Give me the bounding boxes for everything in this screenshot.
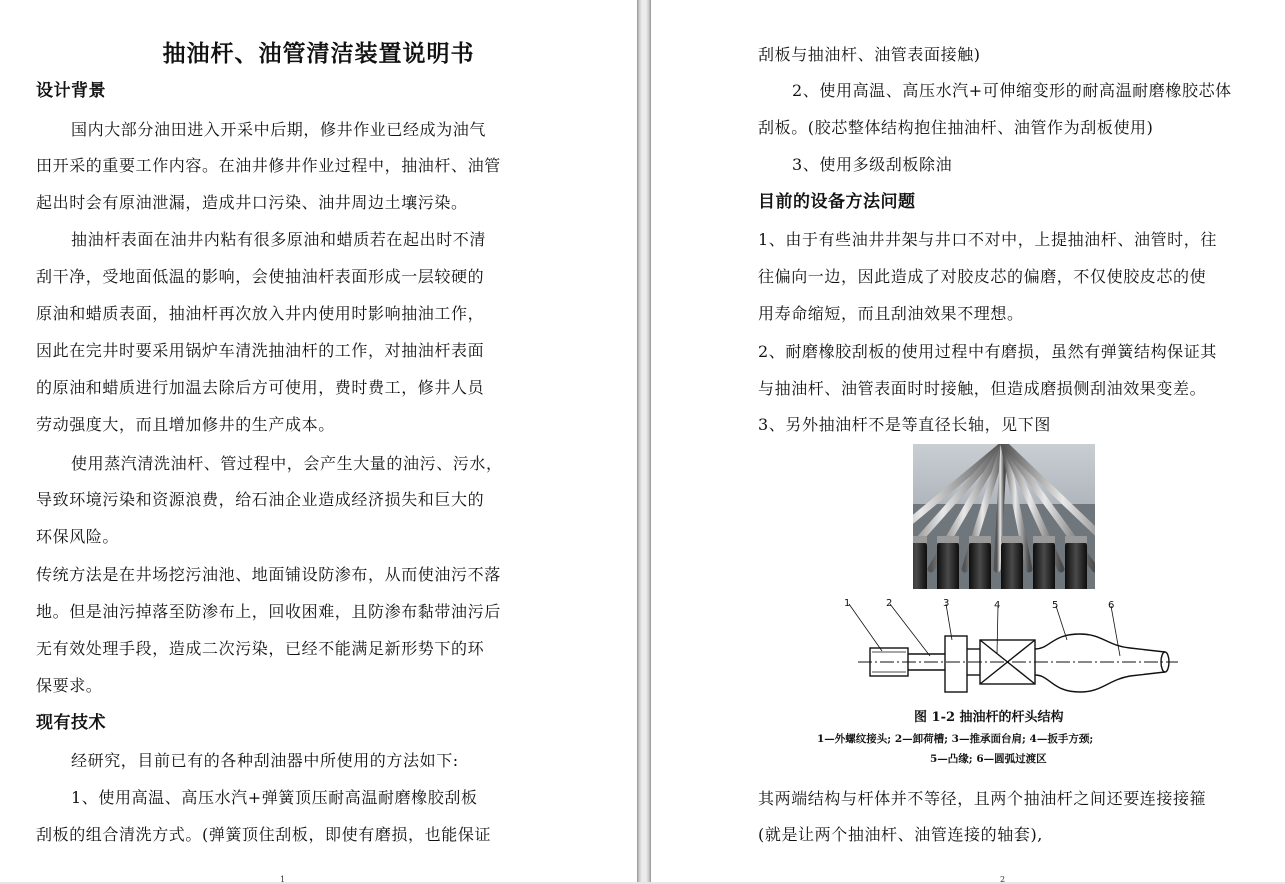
figure-caption: 图 1-2 抽油杆的杆头结构: [914, 710, 1064, 725]
paragraph-line: 3、另外抽油杆不是等直径长轴，见下图: [758, 415, 1051, 434]
paragraph-line: 1、使用高温、高压水汽+弹簧顶压耐高温耐磨橡胶刮板: [71, 788, 478, 807]
paragraph-line: 国内大部分油田进入开采中后期，修井作业已经成为油气: [71, 120, 487, 139]
diagram-label-3: 3: [943, 598, 950, 609]
diagram-label-2: 2: [886, 598, 893, 609]
paragraph-line: 地。但是油污掉落至防渗布上，回收困难，且防渗布黏带油污后: [36, 602, 501, 621]
document-title: 抽油杆、油管清洁装置说明书: [162, 40, 475, 67]
page-number: 2: [1000, 875, 1006, 884]
section-heading-existing-tech: 现有技术: [36, 713, 106, 733]
paragraph-line: 2、耐磨橡胶刮板的使用过程中有磨损，虽然有弹簧结构保证其: [758, 342, 1217, 361]
paragraph-line: 原油和蜡质表面，抽油杆再次放入井内使用时影响抽油工作，: [36, 304, 485, 323]
rod-head-structure-diagram: [840, 596, 1190, 702]
section-heading-background: 设计背景: [36, 81, 106, 101]
paragraph-line: 3、使用多级刮板除油: [792, 155, 953, 174]
paragraph-line: 其两端结构与杆体并不等径，且两个抽油杆之间还要连接接箍: [758, 789, 1207, 808]
paragraph-line: 起出时会有原油泄漏，造成井口污染、油井周边土壤污染。: [36, 193, 468, 212]
diagram-label-1: 1: [844, 598, 851, 609]
paragraph-line: 导致环境污染和资源浪费，给石油企业造成经济损失和巨大的: [36, 490, 485, 509]
paragraph-line: 刮板。(胶芯整体结构抱住抽油杆、油管作为刮板使用): [758, 118, 1154, 137]
sucker-rods-photo: [913, 444, 1095, 589]
paragraph-line: 保要求。: [36, 676, 103, 695]
page-number: 1: [280, 875, 286, 884]
paragraph-line: 用寿命缩短，而且刮油效果不理想。: [758, 304, 1024, 323]
paragraph-line: 无有效处理手段，造成二次污染，已经不能满足新形势下的环: [36, 639, 485, 658]
section-heading-problems: 目前的设备方法问题: [758, 192, 916, 212]
paragraph-line: 劳动强度大，而且增加修井的生产成本。: [36, 415, 335, 434]
paragraph-line: 使用蒸汽清洗油杆、管过程中，会产生大量的油污、污水，: [71, 454, 503, 473]
diagram-label-5: 5: [1052, 600, 1059, 611]
paragraph-line: 刮干净，受地面低温的影响，会使抽油杆表面形成一层较硬的: [36, 267, 485, 286]
paragraph-line: 刮板与抽油杆、油管表面接触): [758, 45, 981, 64]
paragraph-line: 因此在完井时要采用锅炉车清洗抽油杆的工作，对抽油杆表面: [36, 341, 485, 360]
paragraph-line: (就是让两个抽油杆、油管连接的轴套),: [758, 825, 1043, 844]
figure-legend-line: 1—外螺纹接头; 2—卸荷槽; 3—推承面台肩; 4—扳手方颈;: [817, 733, 1094, 745]
diagram-label-4: 4: [994, 600, 1001, 611]
paragraph-line: 与抽油杆、油管表面时时接触，但造成磨损侧刮油效果变差。: [758, 379, 1207, 398]
paragraph-line: 的原油和蜡质进行加温去除后方可使用，费时费工，修井人员: [36, 378, 485, 397]
paragraph-line: 经研究，目前已有的各种刮油器中所使用的方法如下:: [71, 751, 459, 770]
diagram-label-6: 6: [1108, 600, 1115, 611]
paragraph-line: 2、使用高温、高压水汽+可伸缩变形的耐高温耐磨橡胶芯体: [792, 81, 1232, 100]
paragraph-line: 环保风险。: [36, 527, 120, 546]
page-gutter: [637, 0, 651, 882]
paragraph-line: 1、由于有些油井井架与井口不对中，上提抽油杆、油管时，往: [758, 230, 1217, 249]
paragraph-line: 刮板的组合清洗方式。(弹簧顶住刮板，即使有磨损，也能保证: [36, 825, 492, 844]
paragraph-line: 抽油杆表面在油井内粘有很多原油和蜡质若在起出时不清: [71, 230, 487, 249]
figure-legend-line: 5—凸缘; 6—圆弧过渡区: [930, 753, 1047, 765]
paragraph-line: 传统方法是在井场挖污油池、地面铺设防渗布，从而使油污不落: [36, 565, 501, 584]
paragraph-line: 往偏向一边，因此造成了对胶皮芯的偏磨，不仅使胶皮芯的使: [758, 267, 1207, 286]
paragraph-line: 田开采的重要工作内容。在油井修井作业过程中，抽油杆、油管: [36, 156, 501, 175]
